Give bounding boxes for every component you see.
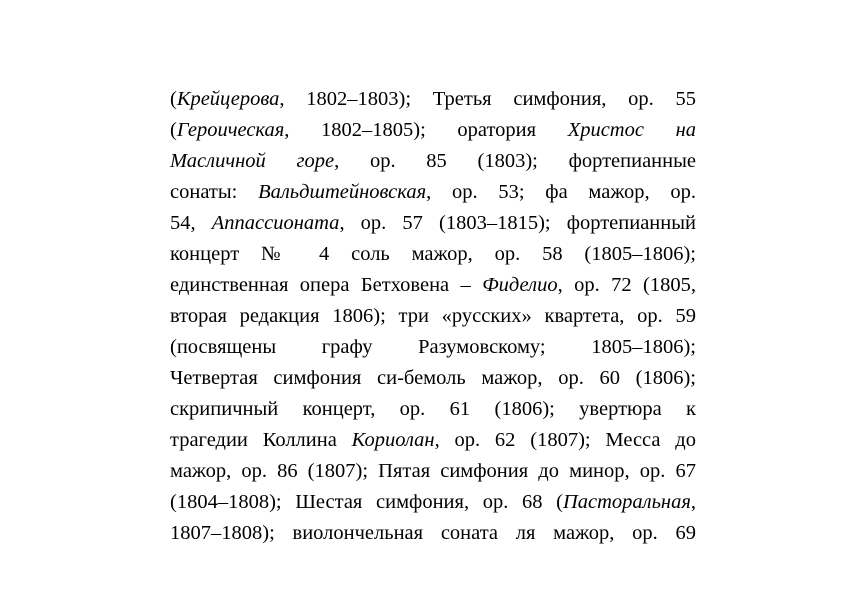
body-text [170, 84, 696, 549]
text-line: (Крейцерова, 1802–1803); Третья симфония, ор. 55 [170, 88, 696, 110]
text-line: единственная опера Бетховена – Фиделио, ор. 72 (1805, [170, 274, 696, 296]
text-line: концерт № 4 соль мажор, ор. 58 (1805–1806); [170, 243, 696, 265]
text-line: 1807–1808); виолончельная соната ля мажор, ор. 69 [170, 522, 696, 544]
text-line: (посвящены графу Разумовскому; 1805–1806); [170, 336, 696, 358]
text-line: сонаты: Вальдштейновская, ор. 53; фа мажор, ор. [170, 181, 696, 203]
text-line: Четвертая симфония си-бемоль мажор, ор. 60 (1806); [170, 367, 696, 389]
text-line: 54, Аппассионата, ор. 57 (1803–1815); фортепианный [170, 212, 696, 234]
text-line: Масличной горе, ор. 85 (1803); фортепианные [170, 150, 696, 172]
text-line: вторая редакция 1806); три «русских» квартета, ор. 59 [170, 305, 696, 327]
text-line: скрипичный концерт, ор. 61 (1806); увертюра к [170, 398, 696, 420]
text-line: (Героическая, 1802–1805); оратория Христос на [170, 119, 696, 141]
text-line: трагедии Коллина Кориолан, ор. 62 (1807); Месса до [170, 429, 696, 451]
text-line: мажор, ор. 86 (1807); Пятая симфония до минор, ор. 67 [170, 460, 696, 482]
text-line: (1804–1808); Шестая симфония, ор. 68 (Пасторальная, [170, 491, 696, 513]
